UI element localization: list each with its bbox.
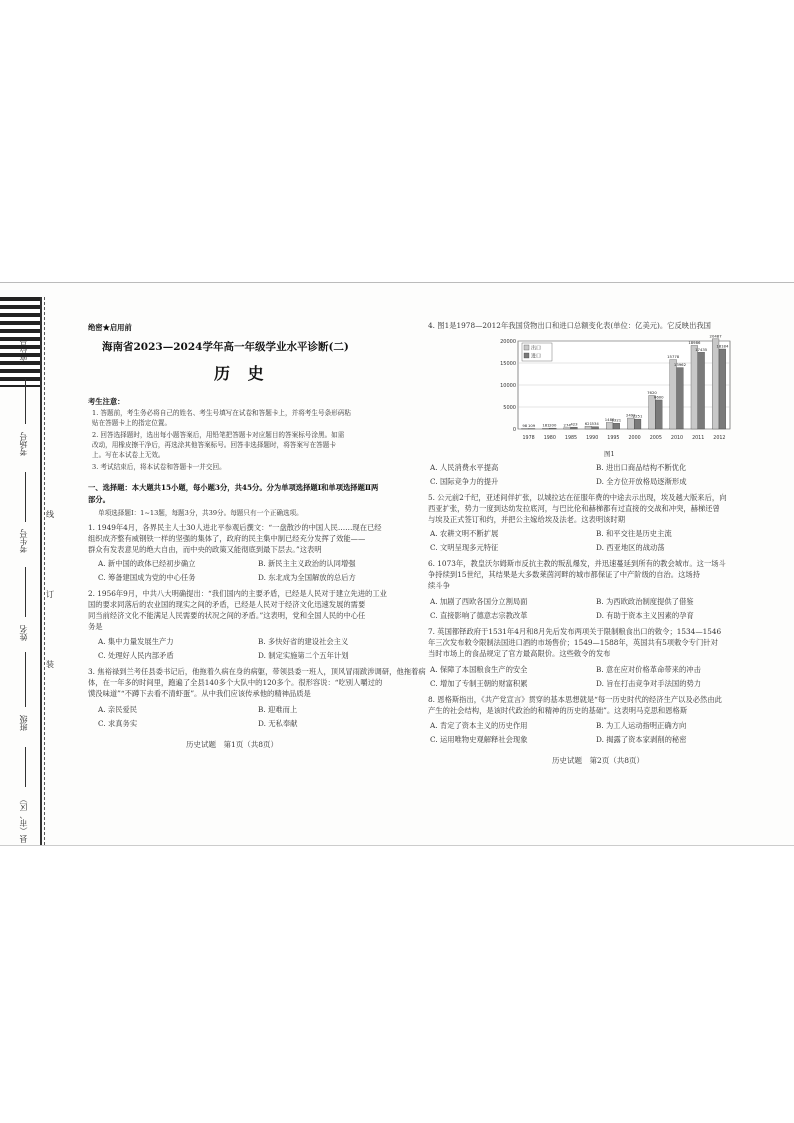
data-label: 109	[527, 423, 536, 429]
x-tick-label: 1980	[543, 436, 556, 441]
data-label: 534	[591, 421, 599, 427]
question-1-line: 组织成齐整有威钢铁一样的坚强的集体了，政府的民主集中制已经充分发挥了效能——	[88, 534, 366, 543]
question-2-line: 务是	[88, 622, 103, 631]
secret-mark: 绝密★启用前	[88, 323, 132, 332]
section-title: 一、选择题：本大题共15小题，每小题3分，共45分。分为单项选择题Ⅰ和单项选择题Ⅱ两	[88, 483, 379, 492]
option-d[interactable]: D. 全方位开放格局逐渐形成	[596, 477, 687, 486]
option-d[interactable]: D. 制定实施第二个五年计划	[258, 651, 349, 660]
bar-import	[655, 400, 662, 429]
question-8-line: 产生的社会结构，是该时代政治的和精神的历史的基础”。这表明马克思和恩格斯	[428, 706, 688, 715]
x-tick-label: 1978	[522, 436, 535, 441]
y-tick-label: 10000	[500, 383, 516, 389]
subject-title: 历 史	[214, 364, 270, 383]
legend-label: 出口	[531, 345, 542, 352]
data-label: 423	[570, 421, 578, 427]
bar-export	[670, 360, 677, 429]
x-tick-label: 1995	[607, 436, 620, 441]
option-b[interactable]: B. 新民主主义政治的认同增强	[258, 559, 356, 568]
option-c[interactable]: C. 直接影响了德意志宗教改革	[430, 611, 528, 620]
bar-import	[677, 368, 684, 429]
class-label: 班级	[19, 715, 28, 731]
x-tick-label: 2000	[628, 436, 641, 441]
section-title-cont: 部分。	[88, 495, 110, 504]
x-tick-label: 2011	[692, 436, 705, 441]
question-1-line: 群众有发表意见的绝大自由，而中央的政策又能彻底到最下层去。”这表明	[88, 545, 322, 554]
question-6-line: 争持续到15世纪，其结果是大多数莱茵河畔的城市都保证了中产阶级的自治。这场持	[428, 570, 700, 579]
question-6-line: 6. 1073年，教皇沃尔姆斯市反抗主教的叛乱爆发，并迅速蔓延到所有的教会城市。这一场斗	[428, 559, 726, 568]
option-a[interactable]: A. 新中国的政体已经初步确立	[98, 559, 196, 568]
data-label: 1488	[604, 416, 615, 422]
question-6-line: 续斗争	[428, 581, 450, 590]
option-c[interactable]: C. 求真务实	[98, 719, 138, 728]
bar-import	[698, 352, 705, 429]
question-3-line: 馍没味道”“不蹲下去看不清虾蛋”。从中我们应该传承他的精神品质是	[88, 689, 311, 698]
option-c[interactable]: C. 筹备建国成为党的中心任务	[98, 573, 196, 582]
question-3-line: 体，在一年多的时间里，跑遍了全县140多个大队中的120多个。很形容说：“吃别人嚼过的	[88, 678, 383, 687]
data-label: 20487	[709, 335, 722, 339]
question-5-line: 西亚扩张，势力一度到达幼发拉底河，与巴比伦和赫梯都有过直接的交战和冲突，赫梯还曾	[428, 504, 720, 513]
question-7-line: 年三次发布敕令限制法国进口酒的市场售价；1549—1588年，英国共有5项敕令专门针对	[428, 638, 718, 647]
y-tick-label: 5000	[503, 405, 516, 411]
bar-export	[627, 418, 634, 429]
cut-word-order: 订	[46, 590, 54, 599]
option-b[interactable]: B. 迎难而上	[258, 705, 298, 714]
option-b[interactable]: B. 进出口商品结构不断优化	[596, 463, 687, 472]
question-3-line: 3. 焦裕禄到兰考任县委书记后，他拖着久病在身的病躯，带领县委一班人，顶风冒雨跋涉调研，他拖着病	[88, 667, 426, 676]
name-label: 姓名	[19, 625, 28, 641]
option-a[interactable]: A. 集中力量发展生产力	[98, 637, 174, 646]
room-number-label: 考场号	[19, 432, 28, 456]
legend-swatch	[524, 345, 529, 350]
binding-margin	[0, 297, 64, 845]
data-label: 2492	[625, 412, 636, 418]
option-c[interactable]: C. 增加了专制王朝的财富积累	[430, 679, 528, 688]
option-b[interactable]: B. 多快好省的建设社会主义	[258, 637, 349, 646]
option-a[interactable]: A. 加剧了西欧各国分立割局面	[430, 597, 528, 606]
option-c[interactable]: C. 文明呈现多元特征	[430, 543, 499, 552]
district-label: 县（市、区）	[19, 795, 28, 843]
bar-export	[691, 345, 698, 429]
question-7-line: 当时市场上的食品规定了官方最高限价。这些敕令的发布	[428, 649, 611, 658]
option-b[interactable]: B. 意在应对价格革命带来的冲击	[596, 665, 701, 674]
data-label: 7620	[647, 389, 657, 395]
page-footer: 历史试题 第2页（共8页）	[552, 756, 645, 765]
question-2-line: 国的要求同落后的农业国的现实之间的矛盾，已经是人民对于经济文化迅速发展的需要	[88, 600, 366, 609]
x-tick-label: 2010	[670, 436, 684, 441]
bar-export	[585, 426, 592, 429]
question-1-line: 1. 1949年4月，各界民主人士30人进北平参观后撰文：“一盘散沙的中国人民……现在已经	[88, 523, 382, 532]
data-label: 13962	[673, 362, 687, 368]
binding-cut-line	[44, 297, 45, 845]
section-subtitle: 单项选择题Ⅰ：1~13题，每题3分，共39分。每题只有一个正确选项。	[98, 509, 303, 517]
data-label: 6600	[653, 394, 664, 400]
data-label: 1321	[611, 417, 622, 423]
data-label: 18184	[716, 343, 729, 349]
bar-import	[613, 423, 620, 429]
bar-import	[549, 428, 556, 429]
bar-export	[649, 395, 656, 429]
bar-import	[634, 419, 641, 429]
note-line: 改动，用橡皮擦干净后，再选涂其他答案标号。回答非选择题时，将答案写在答题卡	[92, 441, 336, 449]
option-a[interactable]: A. 农耕文明不断扩展	[430, 529, 499, 538]
data-label: 98	[522, 423, 528, 429]
x-tick-label: 1990	[586, 436, 599, 441]
note-line: 上。写在本试卷上无效。	[92, 451, 165, 459]
note-line: 1. 答题前，考生务必将自己的姓名、考生号填写在试卷和答题卡上，并将考生号条形码粘	[92, 409, 351, 417]
option-d[interactable]: D. 旨在打击竞争对手法国的势力	[596, 679, 702, 688]
option-c[interactable]: C. 运用唯物史观解释社会现象	[430, 735, 528, 744]
chart-svg	[488, 335, 738, 445]
trade-bar-chart	[488, 335, 738, 445]
option-a[interactable]: A. 肯定了资本主义的历史作用	[430, 721, 528, 730]
question-2-line: 同当前经济文化不能满足人民需要的状况之间的矛盾。”这表明，党和全国人民的中心任	[88, 611, 366, 620]
bar-import	[719, 349, 726, 429]
question-5-line: 5. 公元前2千纪，亚述间伴扩张，以城拉达在征服年费的中途去示出现，埃及越大版来后，向	[428, 493, 727, 502]
option-a[interactable]: A. 亲民爱民	[98, 705, 138, 714]
note-line: 2. 回答选择题时，选出每小题答案后，用铅笔把答题卡对应题目的答案标号涂黑。如需	[92, 431, 345, 439]
data-label: 17435	[695, 346, 708, 352]
question-7-line: 7. 英国都铎政府于1531年4月和8月先后发布两项关于限制粮食出口的敕令；1534—1546	[428, 627, 722, 636]
option-d[interactable]: D. 西亚地区的战动荡	[596, 543, 665, 552]
y-tick-label: 20000	[500, 339, 516, 345]
exam-sheet	[0, 282, 794, 846]
question-8-line: 8. 恩格斯指出，《共产党宣言》贯穿的基本思想就是“每一历史时代的经济生产以及必然由此	[428, 695, 722, 704]
option-a[interactable]: A. 人民消费水平提高	[430, 463, 499, 472]
question-4-stem: 4. 图1是1978—2012年我国货物出口和进口总额变化表(单位：亿美元)。它反映出我国	[428, 321, 711, 330]
option-c[interactable]: C. 国际竞争力的提升	[430, 477, 499, 486]
data-label: 200	[549, 422, 557, 428]
question-5-line: 与埃及正式签订和约，并把公主嫁给埃及法老。这表明该时期	[428, 515, 626, 524]
option-d[interactable]: D. 东北成为全国解放的总后方	[258, 573, 356, 582]
legend-swatch	[524, 353, 529, 358]
note-line: 贴在答题卡上的指定位置。	[92, 419, 172, 427]
figure-label: 图1	[604, 450, 615, 458]
bar-export	[712, 339, 719, 429]
note-line: 3. 考试结束后，将本试卷和答题卡一并交回。	[92, 463, 226, 471]
option-d[interactable]: D. 无私奉献	[258, 719, 298, 728]
candidate-number-label: 考生号	[19, 529, 28, 553]
bar-export	[564, 428, 571, 429]
data-label: 15778	[667, 354, 680, 360]
option-b[interactable]: B. 为西欧政治制度提供了借鉴	[596, 597, 694, 606]
x-tick-label: 2005	[649, 436, 662, 441]
binding-line	[40, 297, 42, 845]
data-label: 181	[542, 422, 550, 428]
bar-export	[606, 422, 613, 429]
bar-import	[592, 427, 599, 429]
data-label: 2251	[632, 413, 643, 419]
seat-number-label: 座位号	[19, 337, 28, 361]
cut-word-bind: 装	[46, 660, 54, 669]
data-label: 18986	[688, 339, 701, 345]
y-tick-label: 0	[512, 427, 516, 433]
page-footer: 历史试题 第1页（共8页）	[186, 740, 279, 749]
data-label: 274	[563, 422, 571, 428]
data-label: 621	[584, 420, 593, 426]
notes-title: 考生注意：	[88, 397, 125, 406]
option-d[interactable]: D. 揭露了资本家剥削的秘密	[596, 735, 687, 744]
option-a[interactable]: A. 保障了本国粮食生产的安全	[430, 665, 528, 674]
exam-title: 海南省2023—2024学年高一年级学业水平诊断(二)	[102, 341, 349, 353]
x-tick-label: 1985	[564, 436, 578, 441]
x-tick-label: 2012	[713, 436, 726, 441]
legend-label: 进口	[531, 353, 542, 360]
option-b[interactable]: B. 为工人运动指明正确方向	[596, 721, 687, 730]
y-tick-label: 15000	[500, 361, 516, 367]
option-c[interactable]: C. 处理好人民内部矛盾	[98, 651, 174, 660]
bar-export	[543, 428, 550, 429]
option-d[interactable]: D. 有助于资本主义因素的孕育	[596, 611, 694, 620]
cut-word-line: 线	[46, 510, 54, 519]
bar-import	[571, 427, 578, 429]
option-b[interactable]: B. 和平交往是历史主流	[596, 529, 672, 538]
question-2-line: 2. 1956年9月，中共八大明确提出：“我们国内的主要矛盾，已经是人民对于建立先进的工业	[88, 589, 387, 598]
